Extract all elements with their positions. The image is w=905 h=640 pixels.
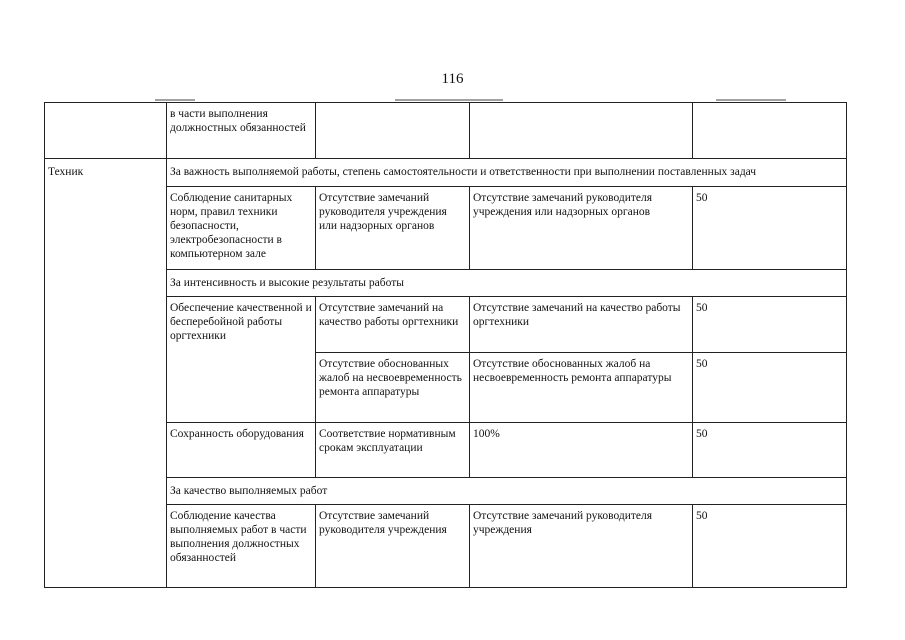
page-number: 116 bbox=[441, 71, 464, 87]
indicator-cell: Отсутствие обоснованных жалоб на несвоевременность ремонта аппаратуры bbox=[470, 353, 693, 423]
condition-cell: Отсутствие обоснованных жалоб на несвоевременность ремонта аппаратуры bbox=[316, 353, 470, 423]
condition-cell: Соответствие нормативным срокам эксплуатации bbox=[316, 423, 470, 478]
value-cell: 50 bbox=[693, 423, 847, 478]
indicator-cell: Отсутствие замечаний руководителя учреждения или надзорных органов bbox=[470, 187, 693, 270]
value-cell: 50 bbox=[693, 505, 847, 588]
scan-artifact bbox=[716, 99, 786, 101]
criteria-table bbox=[44, 102, 847, 588]
scan-artifact bbox=[395, 99, 503, 101]
section-title: За интенсивность и высокие результаты работы bbox=[167, 270, 847, 297]
indicator-cell: Отсутствие замечаний на качество работы оргтехники bbox=[470, 297, 693, 353]
value-cell: 50 bbox=[693, 187, 847, 270]
position-cell: Техник bbox=[45, 159, 167, 588]
condition-cell: Отсутствие замечаний руководителя учреждения bbox=[316, 505, 470, 588]
section-title: За важность выполняемой работы, степень самостоятельности и ответственности при выполнении поставленных задач bbox=[167, 159, 847, 187]
value-cell bbox=[693, 103, 847, 159]
value-cell: 50 bbox=[693, 353, 847, 423]
criterion-cell: в части выполнения должностных обязанностей bbox=[167, 103, 316, 159]
scan-artifact bbox=[155, 99, 195, 101]
condition-cell: Отсутствие замечаний на качество работы оргтехники bbox=[316, 297, 470, 353]
section-title: За качество выполняемых работ bbox=[167, 478, 847, 505]
value-cell: 50 bbox=[693, 297, 847, 353]
indicator-cell: Отсутствие замечаний руководителя учреждения bbox=[470, 505, 693, 588]
table-row bbox=[45, 103, 847, 159]
criterion-cell: Обеспечение качественной и бесперебойной работы оргтехники bbox=[167, 297, 316, 423]
section-row bbox=[45, 159, 847, 187]
condition-cell bbox=[316, 103, 470, 159]
criterion-cell: Соблюдение санитарных норм, правил техники безопасности, электробезопасности в компьютерном зале bbox=[167, 187, 316, 270]
criterion-cell: Сохранность оборудования bbox=[167, 423, 316, 478]
criterion-cell: Соблюдение качества выполняемых работ в части выполнения должностных обязанностей bbox=[167, 505, 316, 588]
indicator-cell: 100% bbox=[470, 423, 693, 478]
position-cell bbox=[45, 103, 167, 159]
condition-cell: Отсутствие замечаний руководителя учреждения или надзорных органов bbox=[316, 187, 470, 270]
indicator-cell bbox=[470, 103, 693, 159]
